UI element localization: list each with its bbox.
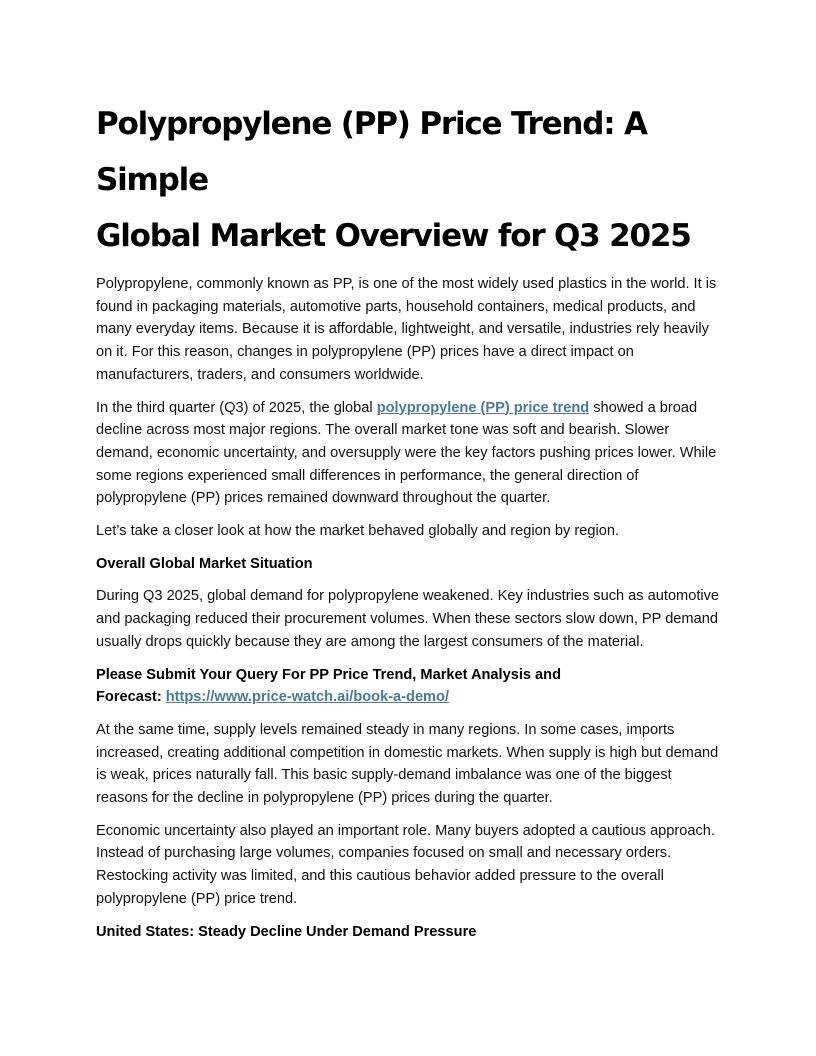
- global-market-paragraph: During Q3 2025, global demand for polypropylene weakened. Key industries such as automotive and packaging reduced their procurement volumes. When these sectors slow down, PP demand usually drops quickly because they are among the largest consumers of the material.: [96, 588, 720, 650]
- q3-paragraph: [96, 397, 722, 511]
- book-demo-link[interactable]: https://www.price-watch.ai/book-a-demo/: [165, 689, 450, 706]
- supply-paragraph: At the same time, supply levels remained steady in many regions. In some cases, imports increased, creating additional competition in domestic markets. When supply is high but demand is weak, prices naturally fall. This basic supply-demand imbalance was one of the biggest reasons for the decline in polypropylene (PP) prices during the quarter.: [96, 721, 719, 807]
- query-callout: [96, 664, 722, 709]
- query-label: Forecast:: [96, 689, 166, 706]
- intro-paragraph: Polypropylene, commonly known as PP, is one of the most widely used plastics in the world. It is found in packaging materials, automotive parts, household containers, medical products, and many everyday items. Because it is affordable, lightweight, and versatile, industries rely heavily on it. For this reason, changes in polypropylene (PP) prices have a direct impact on manufacturers, traders, and consumers worldwide.: [96, 276, 717, 383]
- title-line-2: Global Market Overview for Q3 2025: [96, 218, 691, 254]
- closer-look-paragraph: Let’s take a closer look at how the market behaved globally and region by region.: [96, 523, 619, 540]
- price-trend-link[interactable]: polypropylene (PP) price trend: [376, 399, 590, 416]
- title-line-1: Polypropylene (PP) Price Trend: A Simple: [96, 106, 647, 198]
- q3-text-before: In the third quarter (Q3) of 2025, the global: [96, 399, 377, 416]
- q3-text-after: showed a broad decline across most major regions. The overall market tone was soft and bearish. Slower demand, economic uncertainty, and oversupply were the key factors pushing prices lower. While some regions experienced small differences in performance, the general direction of polypropylene (PP) prices remained downward throughout the quarter.: [96, 399, 717, 507]
- page-title: [96, 96, 722, 264]
- united-states-heading: United States: Steady Decline Under Demand Pressure: [96, 923, 477, 940]
- global-market-heading: Overall Global Market Situation: [96, 555, 313, 572]
- document-page: [96, 96, 722, 953]
- query-line-1: Please Submit Your Query For PP Price Trend, Market Analysis and: [96, 666, 562, 683]
- economic-paragraph: Economic uncertainty also played an important role. Many buyers adopted a cautious approach. Instead of purchasing large volumes, companies focused on small and necessary orders. Restocking activity was limited, and this cautious behavior added pressure to the overall polypropylene (PP) price trend.: [96, 822, 715, 907]
